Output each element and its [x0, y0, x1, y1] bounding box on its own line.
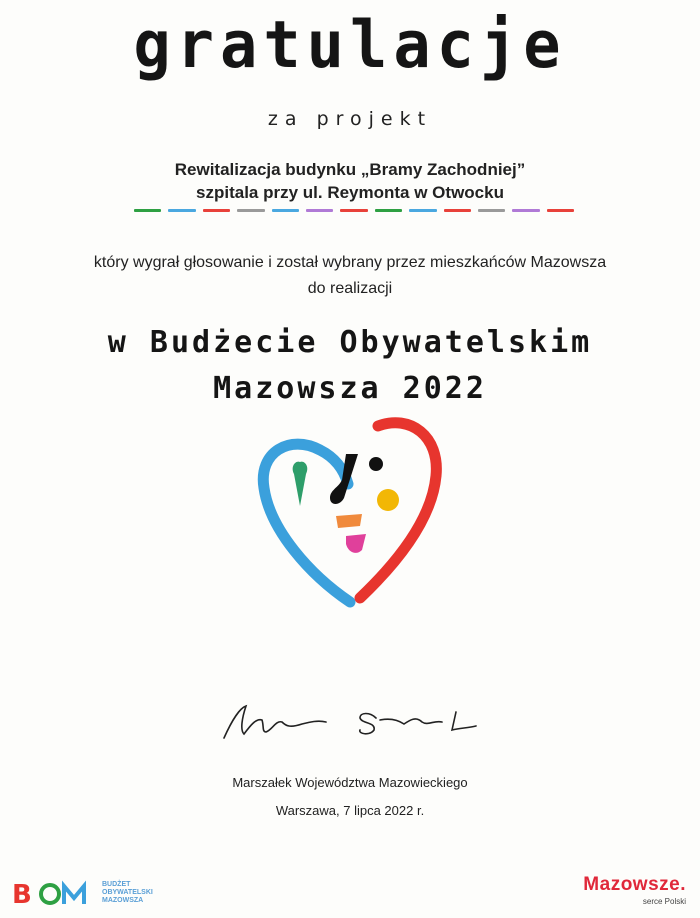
signatures-icon: [210, 690, 500, 750]
sun-icon: [377, 489, 399, 511]
bom-text: [102, 881, 153, 905]
project-name: [0, 158, 700, 204]
certificate-subtitle: za projekt: [267, 108, 433, 130]
bom-text-line-1: BUDŻET: [102, 881, 131, 888]
tree-icon: [293, 462, 308, 506]
project-name-line-1: Rewitalizacja budynku „Bramy Zachodniej”: [174, 160, 526, 179]
color-dash: [512, 209, 539, 212]
description-line-1: który wygrał głosowanie i został wybrany przez mieszkańców Mazowsza: [93, 254, 607, 271]
color-dash: [203, 209, 230, 212]
bom-logo: [12, 876, 153, 910]
bom-letter-m: [64, 886, 84, 904]
cheek-icon: [336, 514, 362, 528]
signatory-role: Marszałek Województwa Mazowieckiego: [232, 775, 468, 790]
certificate-title: gratulacje: [133, 6, 567, 83]
color-dash: [237, 209, 264, 212]
color-dash: [340, 209, 367, 212]
budget-title-line-1: w Budżecie Obywatelskim: [107, 325, 593, 360]
color-dash: [478, 209, 505, 212]
color-dash: [409, 209, 436, 212]
budget-title-line-2: Mazowsza 2022: [213, 371, 487, 406]
bom-letter-o: [41, 885, 59, 903]
mazowsze-logo: [583, 874, 686, 906]
color-dash: [375, 209, 402, 212]
place-date: Warszawa, 7 lipca 2022 r.: [275, 803, 425, 818]
color-dash: [272, 209, 299, 212]
color-dash: [547, 209, 574, 212]
heart-right-stroke: [360, 423, 436, 598]
color-dash: [306, 209, 333, 212]
eye-icon: [369, 457, 383, 471]
mazowsze-tagline: serce Polski: [642, 897, 686, 906]
description: [0, 250, 700, 302]
color-dash-divider: [134, 209, 574, 213]
budget-title: [0, 320, 700, 412]
mazowsze-wordmark: Mazowsze.: [583, 874, 686, 895]
color-dash: [168, 209, 195, 212]
project-name-line-2: szpitala przy ul. Reymonta w Otwocku: [196, 183, 504, 202]
color-dash: [444, 209, 471, 212]
color-dash: [134, 209, 161, 212]
bom-letters-icon: [12, 878, 96, 908]
bom-text-line-2: OBYWATELSKI: [102, 889, 153, 896]
bom-text-line-3: MAZOWSZA: [102, 897, 144, 904]
description-line-2: do realizacji: [307, 280, 393, 297]
bom-letter-b: B: [12, 880, 32, 908]
mouth-icon: [346, 534, 366, 553]
heart-face-logo-icon: [250, 410, 450, 616]
